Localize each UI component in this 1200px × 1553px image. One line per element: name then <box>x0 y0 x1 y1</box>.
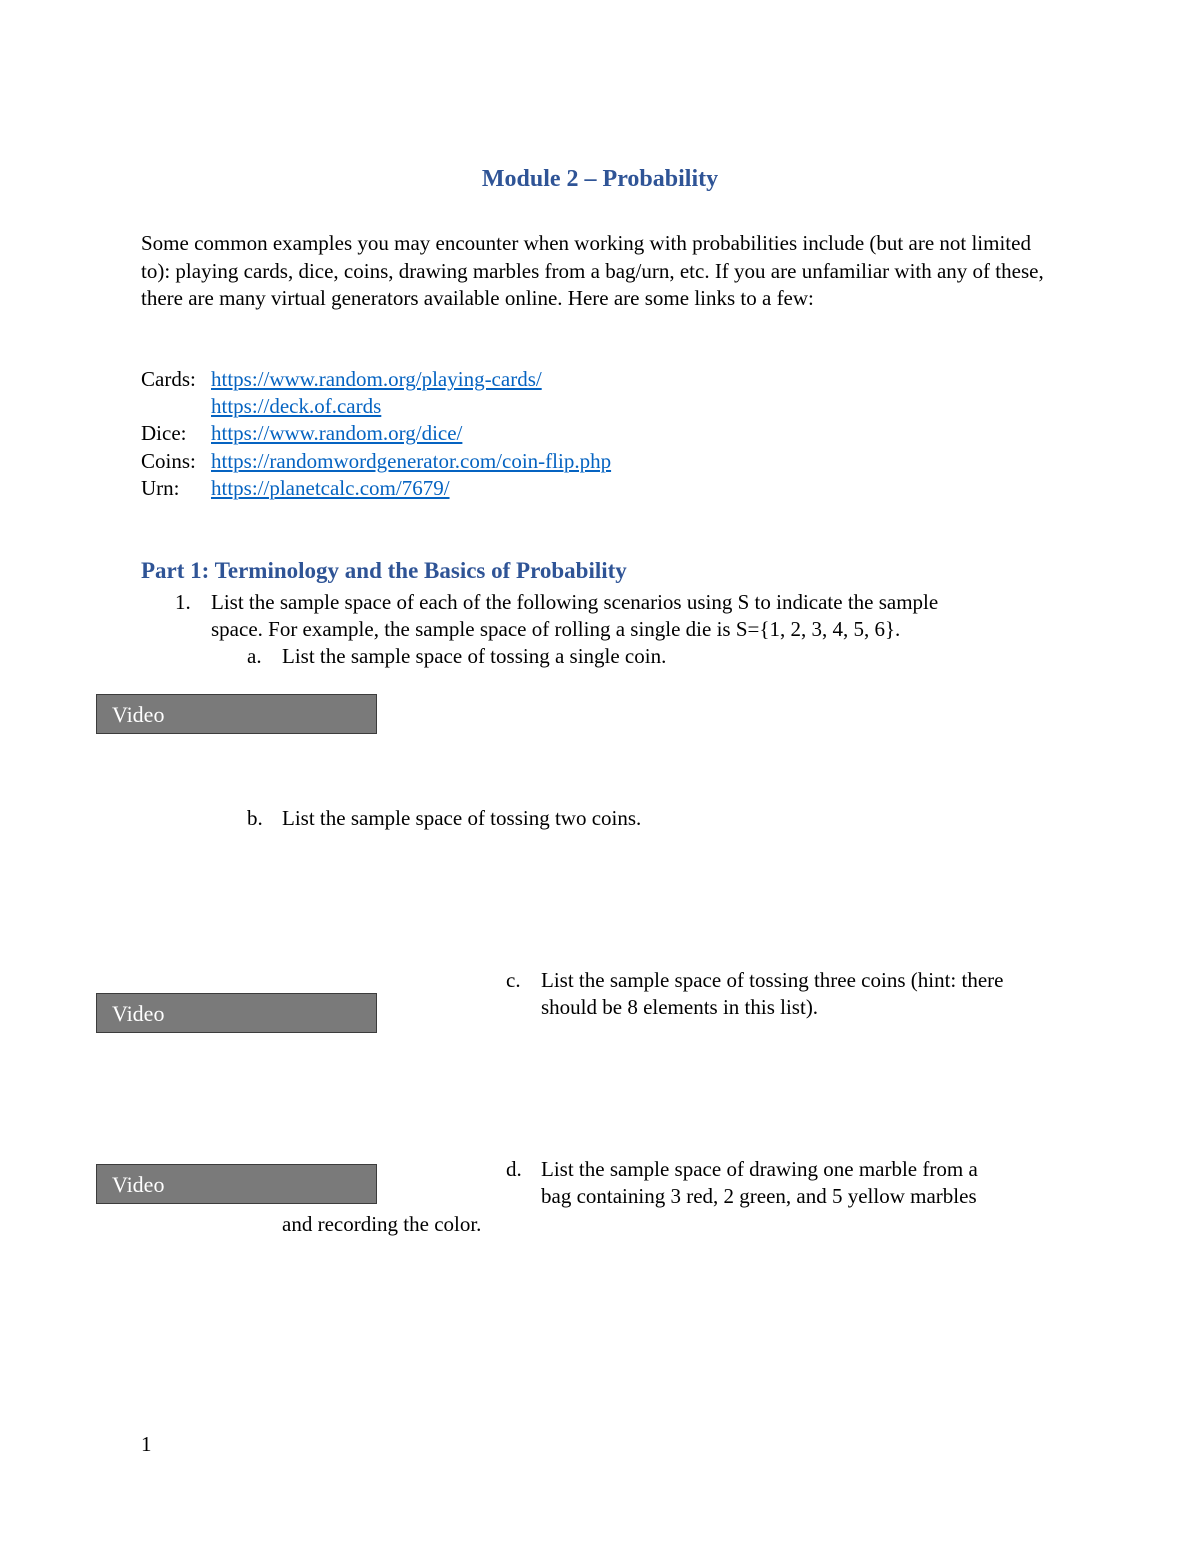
q1-number: 1. <box>175 590 191 614</box>
part1-heading: Part 1: Terminology and the Basics of Probability <box>141 558 627 583</box>
coins-link[interactable]: https://randomwordgenerator.com/coin-flip.php <box>211 449 612 473</box>
item-d-line1: List the sample space of drawing one marble from a <box>541 1157 978 1181</box>
link-row-coins <box>141 448 611 475</box>
video-button-a[interactable]: Video <box>96 694 377 734</box>
page-title: Module 2 – Probability <box>481 166 719 192</box>
item-a-letter: a. <box>247 644 262 668</box>
item-a-text: List the sample space of tossing a single coin. <box>282 644 667 668</box>
link-label: Urn: <box>141 476 180 500</box>
item-c-letter: c. <box>506 968 521 992</box>
item-c-line1: List the sample space of tossing three coins (hint: there <box>541 968 1004 992</box>
q1-line2: space. For example, the sample space of rolling a single die is S={1, 2, 3, 4, 5, 6}. <box>211 617 901 641</box>
link-row-dice <box>141 420 462 447</box>
item-b-letter: b. <box>247 806 263 830</box>
urn-link[interactable]: https://planetcalc.com/7679/ <box>211 476 450 500</box>
link-row-cards <box>141 366 542 393</box>
dice-link[interactable]: https://www.random.org/dice/ <box>211 421 463 445</box>
deck-of-cards-link[interactable]: https://deck.of.cards <box>211 394 382 418</box>
q1-line1: List the sample space of each of the following scenarios using S to indicate the sample <box>211 590 939 614</box>
item-c-line2: should be 8 elements in this list). <box>541 995 819 1019</box>
item-b-text: List the sample space of tossing two coins. <box>282 806 642 830</box>
intro-paragraph: Some common examples you may encounter when working with probabilities include (but are not limited to): playing cards, dice, coins, drawing marbles from a bag/urn, etc. If you are unfamiliar with any of these, there are many virtual generators available online. Here are some links to a few: <box>141 231 1044 310</box>
link-label: Coins: <box>141 449 196 473</box>
video-button-d[interactable]: Video <box>96 1164 377 1204</box>
item-d-letter: d. <box>506 1157 522 1181</box>
item-d-line3: and recording the color. <box>282 1212 482 1236</box>
item-d-line2: bag containing 3 red, 2 green, and 5 yellow marbles <box>541 1184 977 1208</box>
link-row-cards-2 <box>141 393 381 420</box>
cards-link[interactable]: https://www.random.org/playing-cards/ <box>211 367 542 391</box>
page-number: 1 <box>141 1432 152 1456</box>
link-label: Dice: <box>141 421 187 445</box>
link-label: Cards: <box>141 367 196 391</box>
link-row-urn <box>141 475 450 502</box>
video-button-c[interactable]: Video <box>96 993 377 1033</box>
